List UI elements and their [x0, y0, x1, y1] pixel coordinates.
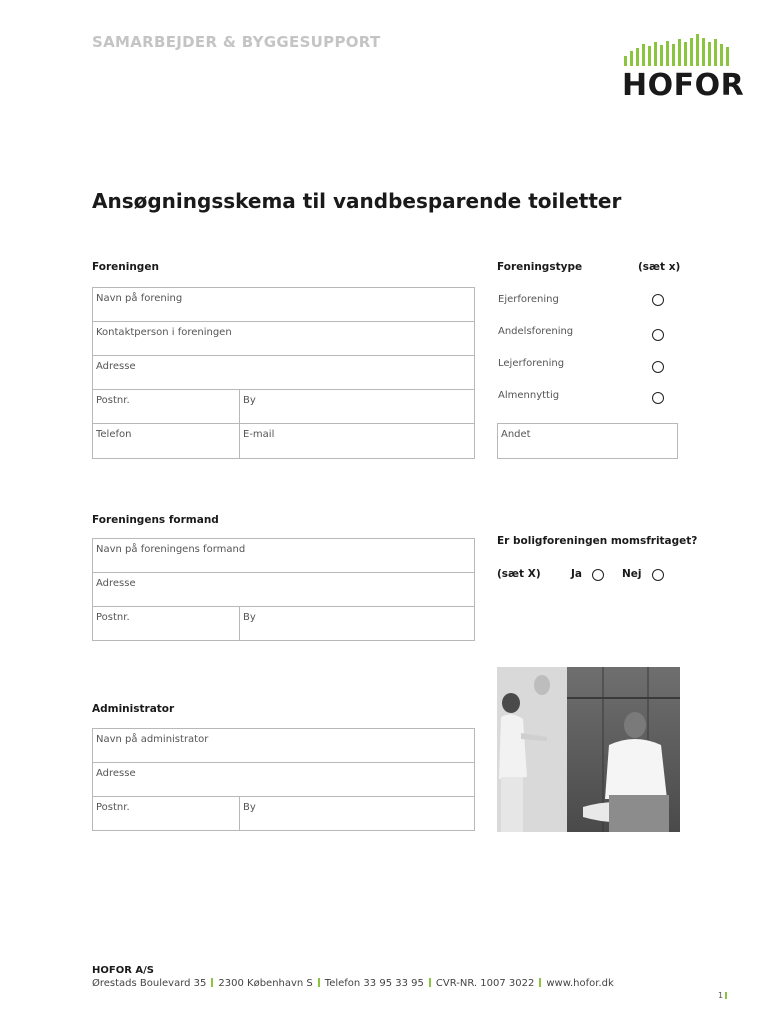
mark-hint: (sæt x) [638, 261, 681, 273]
footer-separator [429, 978, 431, 987]
radio-almennyttig[interactable] [652, 392, 664, 404]
photo-illustration [497, 667, 680, 832]
field-label: Postnr. [96, 612, 130, 623]
footer-separator [539, 978, 541, 987]
hofor-logo [620, 32, 745, 103]
field-label: Postnr. [96, 802, 130, 813]
administrator-name-field[interactable] [92, 728, 475, 763]
field-label: Navn på foreningens formand [96, 544, 246, 555]
foreningstype-heading: Foreningstype [497, 261, 583, 273]
formand-address-field[interactable] [92, 572, 475, 607]
field-label: Navn på administrator [96, 734, 209, 745]
forening-address-field[interactable] [92, 355, 475, 390]
logo-bars-icon [624, 32, 734, 66]
logo-text: HOFOR [622, 68, 745, 103]
divider [239, 424, 240, 458]
field-label: Navn på forening [96, 293, 183, 304]
moms-yes-label: Ja [571, 568, 582, 580]
moms-no-label: Nej [622, 568, 642, 580]
footer-company: HOFOR A/S [92, 965, 154, 976]
field-label: Kontaktperson i foreningen [96, 327, 232, 338]
divider [239, 797, 240, 830]
page-number-separator [725, 992, 727, 999]
contact-person-field[interactable] [92, 321, 475, 356]
forening-phone-email-row[interactable] [92, 423, 475, 459]
forening-name-field[interactable] [92, 287, 475, 322]
field-label: Adresse [96, 578, 136, 589]
formand-heading: Foreningens formand [92, 514, 219, 526]
footer-phone: Telefon 33 95 33 95 [324, 978, 424, 989]
field-label: Adresse [96, 768, 136, 779]
field-label: By [243, 395, 256, 406]
moms-mark-hint: (sæt X) [497, 568, 541, 580]
foreningen-heading: Foreningen [92, 261, 159, 273]
footer-separator [318, 978, 320, 987]
forening-postnr-city-row[interactable] [92, 389, 475, 424]
moms-question: Er boligforeningen momsfritaget? [497, 535, 698, 547]
field-label: Postnr. [96, 395, 130, 406]
page-number-value: 1 [718, 991, 724, 1000]
divider [239, 390, 240, 423]
radio-ejerforening[interactable] [652, 294, 664, 306]
option-label-andelsforening: Andelsforening [498, 326, 574, 337]
administrator-heading: Administrator [92, 703, 175, 715]
radio-lejerforening[interactable] [652, 361, 664, 373]
radio-moms-yes[interactable] [592, 569, 604, 581]
field-label: Adresse [96, 361, 136, 372]
formand-name-field[interactable] [92, 538, 475, 573]
radio-andelsforening[interactable] [652, 329, 664, 341]
page-number [718, 991, 727, 1000]
footer-separator [211, 978, 213, 987]
option-label-ejerforening: Ejerforening [498, 294, 559, 305]
field-label: E-mail [243, 429, 275, 440]
option-label-lejerforening: Lejerforening [498, 358, 565, 369]
formand-postnr-city-row[interactable] [92, 606, 475, 641]
footer-cvr: CVR-NR. 1007 3022 [435, 978, 535, 989]
andet-field[interactable] [497, 423, 678, 459]
footer-contact-line [92, 978, 614, 989]
field-label: By [243, 802, 256, 813]
option-label-almennyttig: Almennyttig [498, 390, 560, 401]
footer-address: Ørestads Boulevard 35 [92, 978, 207, 989]
field-label: By [243, 612, 256, 623]
field-label: Andet [501, 429, 531, 440]
radio-moms-no[interactable] [652, 569, 664, 581]
administrator-address-field[interactable] [92, 762, 475, 797]
footer-postal: 2300 København S [218, 978, 313, 989]
administrator-postnr-city-row[interactable] [92, 796, 475, 831]
bathroom-photo [497, 667, 680, 832]
field-label: Telefon [96, 429, 132, 440]
header-tagline: SAMARBEJDER & BYGGESUPPORT [92, 33, 381, 51]
divider [239, 607, 240, 640]
footer-web[interactable]: www.hofor.dk [546, 978, 614, 989]
page-title: Ansøgningsskema til vandbesparende toiletter [92, 189, 622, 213]
